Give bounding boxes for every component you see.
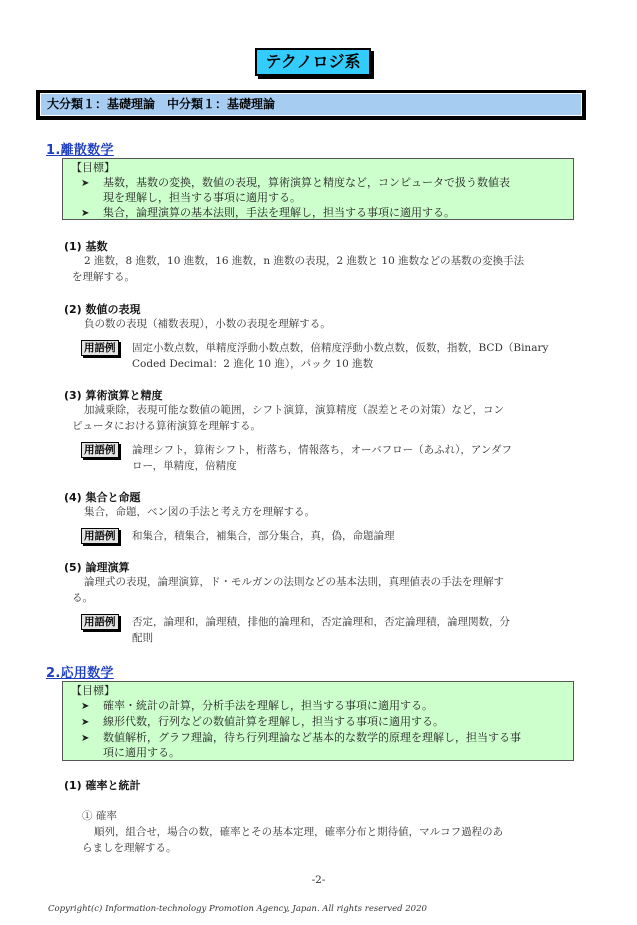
arrow-bullet-icon: ➤ — [81, 733, 90, 744]
term-line: 和集合，積集合，補集合，部分集合，真，偽，命題論理 — [132, 530, 395, 542]
body-line: 集合，命題，ベン図の手法と考え方を理解する。 — [84, 506, 315, 518]
body-line: を理解する。 — [72, 271, 135, 283]
term-example-label: 用語例 — [81, 340, 119, 356]
term-line: 固定小数点数，単精度浮動小数点数，倍精度浮動小数点数，仮数，指数，BCD（Binary — [132, 342, 549, 354]
category-bar — [36, 90, 586, 120]
body-line: ピュータにおける算術演算を理解する。 — [72, 420, 261, 432]
goal-item-line: 確率・統計の計算，分析手法を理解し，担当する事項に適用する。 — [103, 699, 433, 712]
goal-item-line: 集合，論理演算の基本法則，手法を理解し，担当する事項に適用する。 — [103, 206, 455, 219]
item-heading-sets: (4) 集合と命題 — [64, 491, 141, 504]
goal-item-line: 現を理解し，担当する事項に適用する。 — [103, 191, 301, 204]
page-title: テクノロジ系 — [255, 48, 371, 76]
item-heading-arithmetic: (3) 算術演算と精度 — [64, 389, 163, 402]
body-line: 2 進数，8 進数，10 進数，16 進数，n 進数の表現，2 進数と 10 進数などの基数の変換手法 — [84, 255, 525, 267]
goal-label: 【目標】 — [71, 684, 115, 697]
body-line: 加減乗除，表現可能な数値の範囲，シフト演算，演算精度（誤差とその対策）など，コン — [84, 404, 504, 416]
goal-item-line: 数値解析，グラフ理論，待ち行列理論など基本的な数学的原理を理解し，担当する事 — [103, 731, 521, 744]
copyright-notice: Copyright(c) Information-technology Promotion Agency, Japan. All rights reserved 2020 — [48, 904, 427, 914]
arrow-bullet-icon: ➤ — [81, 701, 90, 712]
goal-box-discrete-math — [62, 158, 574, 220]
subitem-heading-probability: ① 確率 — [82, 810, 117, 822]
item-heading-logic: (5) 論理演算 — [64, 561, 130, 574]
page-number: -2- — [311, 874, 326, 886]
body-line: 順列，組合せ，場合の数，確率とその基本定理，確率分布と期待値，マルコフ過程のあ — [94, 826, 504, 838]
item-heading-probability-statistics: (1) 確率と統計 — [64, 779, 141, 792]
goal-item-line: 線形代数，行列などの数値計算を理解し，担当する事項に適用する。 — [103, 715, 444, 728]
category-bar-text: 大分類１：基礎理論 中分類１：基礎理論 — [40, 93, 582, 116]
item-heading-radix: (1) 基数 — [64, 240, 108, 253]
term-example-label: 用語例 — [81, 528, 119, 544]
term-example-label: 用語例 — [81, 614, 119, 630]
section-heading-discrete-math: 1.離散数学 — [46, 143, 114, 158]
term-line: 配則 — [132, 632, 153, 644]
goal-box-applied-math — [62, 681, 574, 761]
term-line: 論理シフト，算術シフト，桁落ち，情報落ち，オーバフロー（あふれ），アンダフ — [132, 444, 512, 456]
term-line: 否定，論理和，論理積，排他的論理和，否定論理和，否定論理積，論理関数，分 — [132, 616, 510, 628]
body-line: 論理式の表現，論理演算，ド・モルガンの法則などの基本法則，真理値表の手法を理解す — [84, 576, 504, 588]
arrow-bullet-icon: ➤ — [81, 178, 90, 189]
section-heading-applied-math: 2.応用数学 — [46, 666, 114, 681]
term-line: Coded Decimal：2 進化 10 進），パック 10 進数 — [132, 358, 374, 370]
body-line: らましを理解する。 — [82, 842, 177, 854]
goal-item-line: 項に適用する。 — [103, 746, 180, 759]
term-example-label: 用語例 — [81, 442, 119, 458]
arrow-bullet-icon: ➤ — [81, 208, 90, 219]
body-line: 負の数の表現（補数表現），小数の表現を理解する。 — [84, 318, 331, 330]
goal-item-line: 基数，基数の変換，数値の表現，算術演算と精度など，コンピュータで扱う数値表 — [103, 176, 510, 189]
item-heading-number-representation: (2) 数値の表現 — [64, 303, 141, 316]
body-line: る。 — [72, 592, 93, 604]
goal-label: 【目標】 — [71, 161, 115, 174]
term-line: ロー，単精度，倍精度 — [132, 460, 237, 472]
arrow-bullet-icon: ➤ — [81, 717, 90, 728]
